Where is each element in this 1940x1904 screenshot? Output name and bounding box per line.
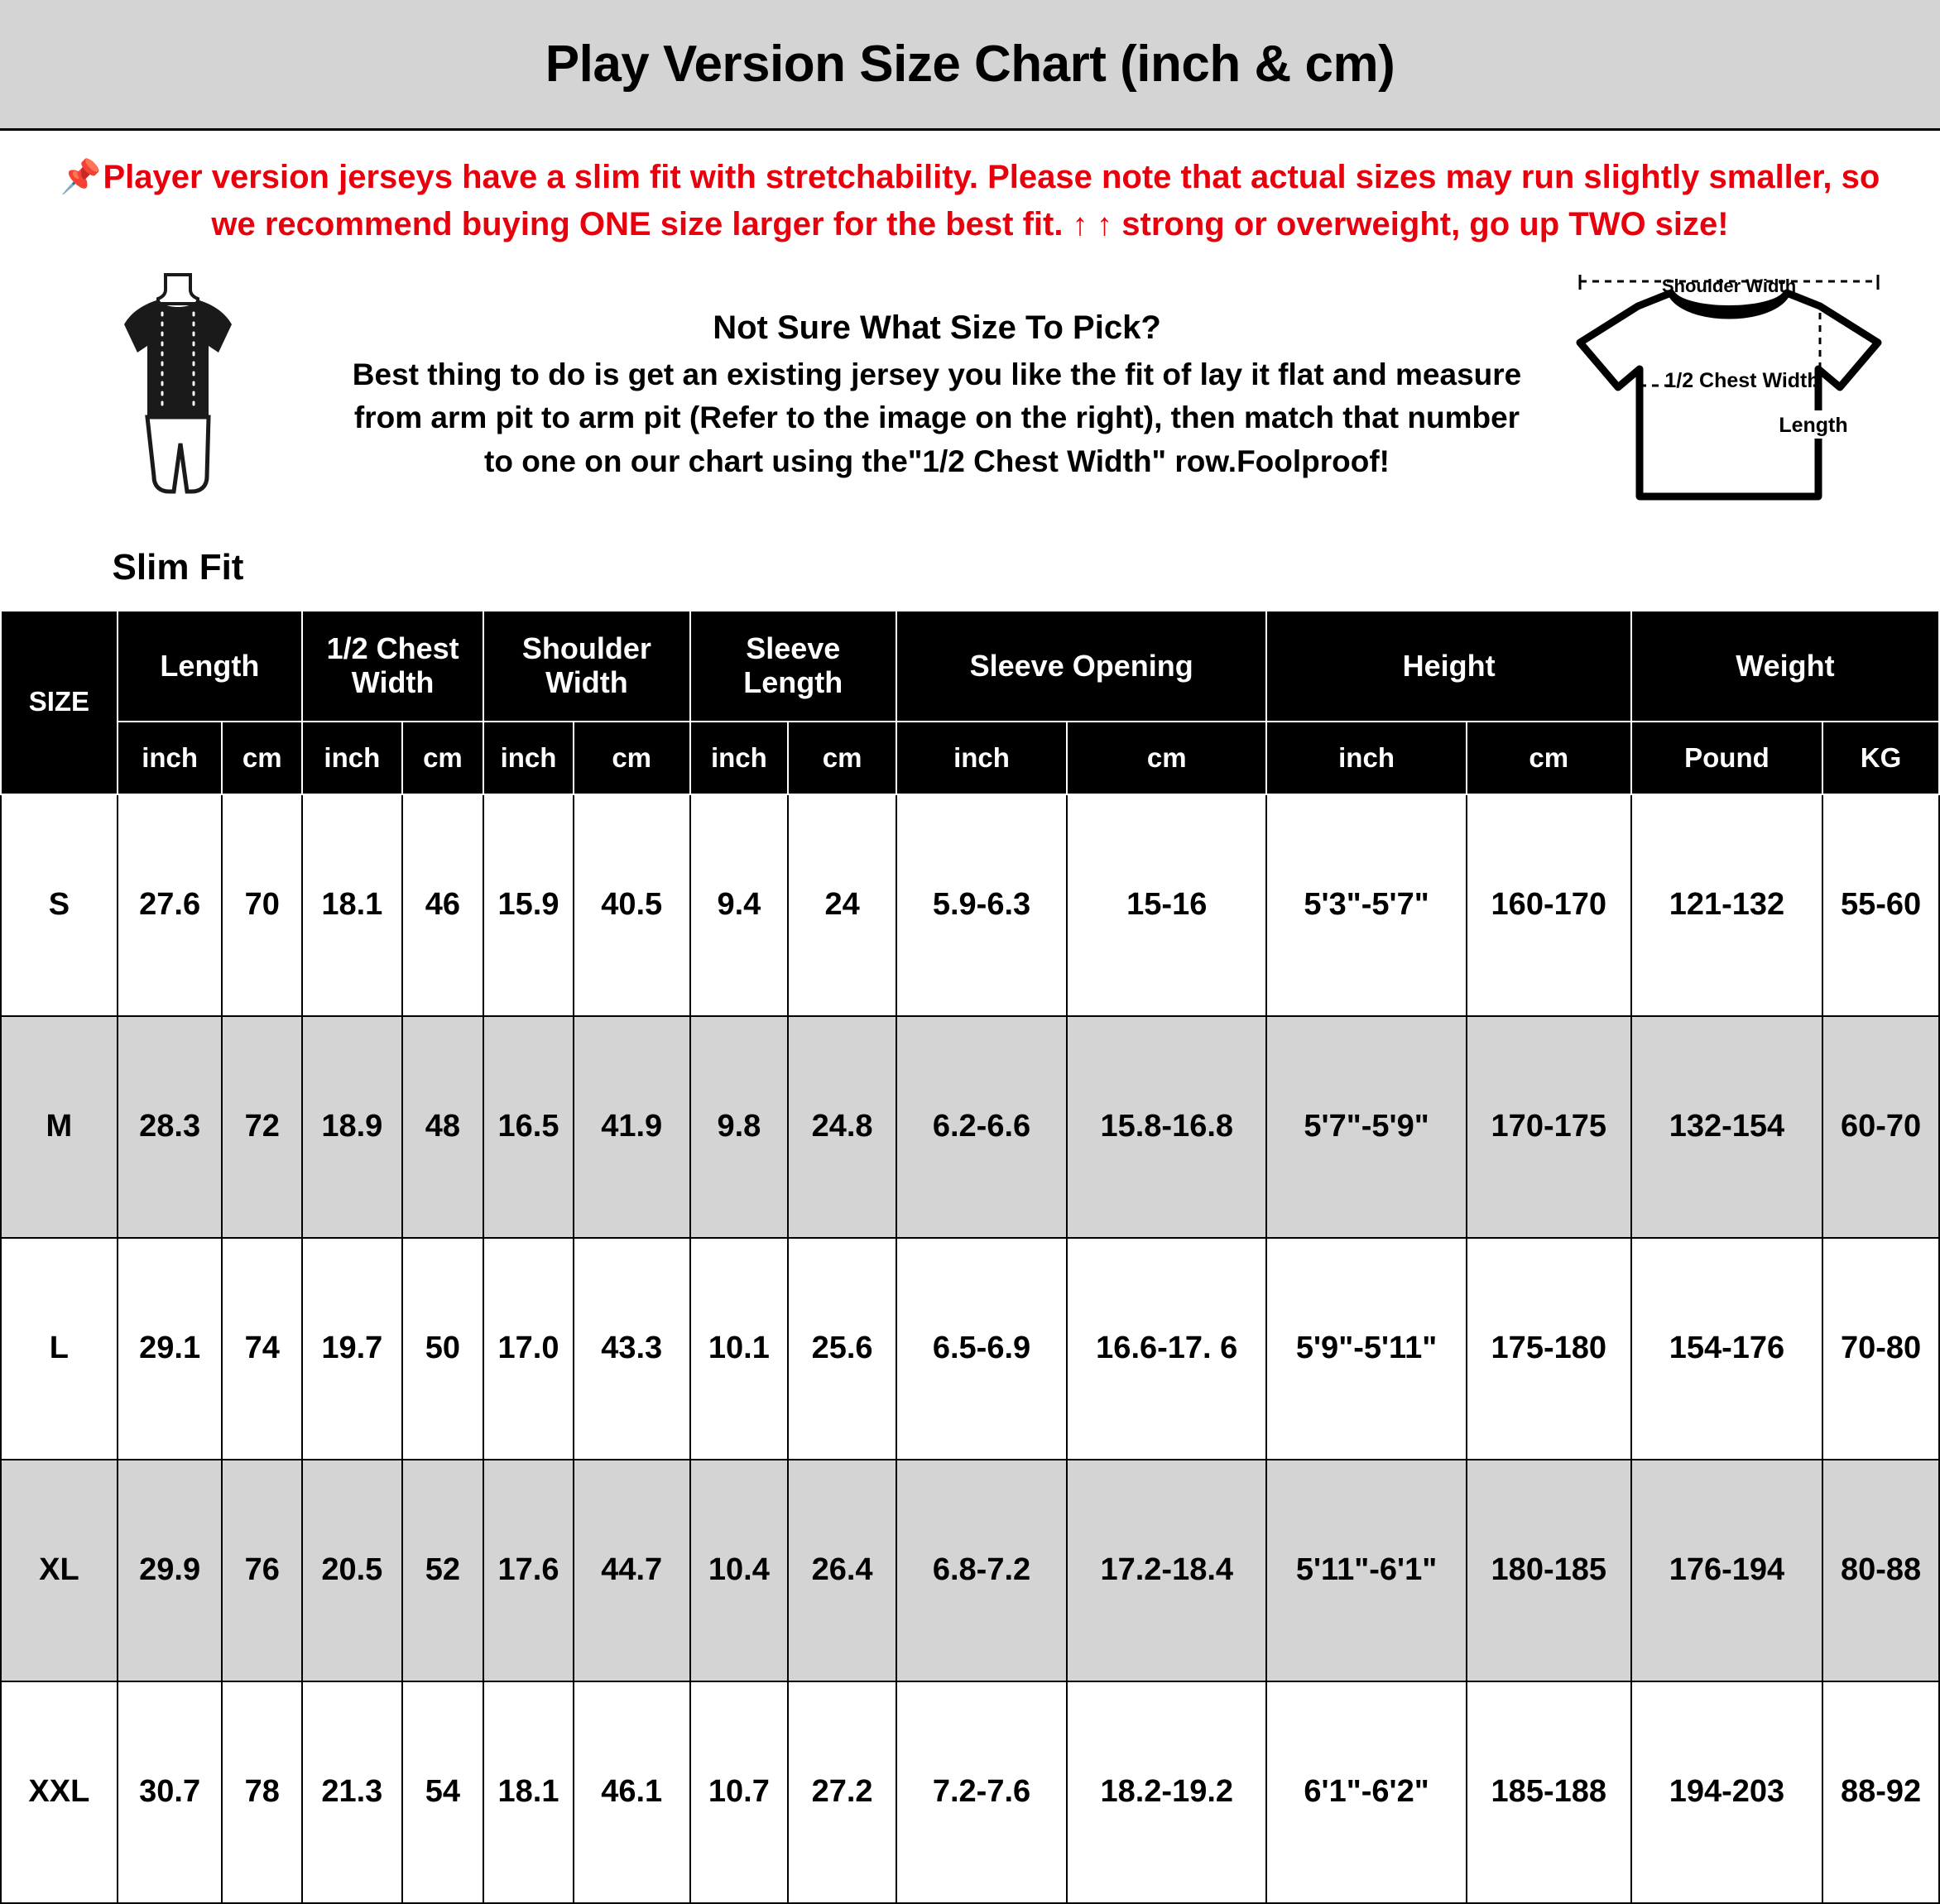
table-row [1, 1681, 1939, 1903]
row-size: L [1, 1238, 118, 1460]
cell: 28.3 [118, 1016, 223, 1238]
cell: 29.9 [118, 1460, 223, 1681]
cell: 5.9-6.3 [896, 794, 1067, 1016]
fit-illustration-block [25, 260, 331, 588]
cell: 27.2 [788, 1681, 896, 1903]
cell: 17.0 [483, 1238, 574, 1460]
pushpin-icon: 📌 [60, 159, 102, 195]
cell: 26.4 [788, 1460, 896, 1681]
cell: 16.6-17. 6 [1067, 1238, 1266, 1460]
unit-sleevelen-cm: cm [788, 722, 896, 794]
guidance-question: Not Sure What Size To Pick? [713, 309, 1161, 346]
cell: 6'1"-6'2" [1266, 1681, 1466, 1903]
cell: 5'7"-5'9" [1266, 1016, 1466, 1238]
cell: 29.1 [118, 1238, 223, 1460]
unit-height-inch: inch [1266, 722, 1466, 794]
unit-shoulder-inch: inch [483, 722, 574, 794]
cell: 25.6 [788, 1238, 896, 1460]
cell: 176-194 [1631, 1460, 1822, 1681]
cell: 30.7 [118, 1681, 223, 1903]
header-sleeve-opening: Sleeve Opening [896, 611, 1266, 722]
shoulder-width-diagram-label: Shoulder Width [1661, 275, 1797, 296]
row-size: XL [1, 1460, 118, 1681]
cell: 121-132 [1631, 794, 1822, 1016]
unit-sleevelen-inch: inch [690, 722, 789, 794]
page-title: Play Version Size Chart (inch & cm) [545, 36, 1395, 93]
cell: 46 [402, 794, 484, 1016]
cell: 160-170 [1467, 794, 1631, 1016]
cell: 74 [222, 1238, 302, 1460]
unit-height-cm: cm [1467, 722, 1631, 794]
cell: 154-176 [1631, 1238, 1822, 1460]
fit-label: Slim Fit [112, 546, 244, 588]
cell: 50 [402, 1238, 484, 1460]
unit-chest-inch: inch [302, 722, 402, 794]
cell: 41.9 [574, 1016, 690, 1238]
unit-chest-cm: cm [402, 722, 484, 794]
cell: 185-188 [1467, 1681, 1631, 1903]
cell: 24.8 [788, 1016, 896, 1238]
cell: 16.5 [483, 1016, 574, 1238]
up-arrows-icon: ↑ ↑ [1072, 207, 1113, 242]
cell: 17.2-18.4 [1067, 1460, 1266, 1681]
svg-text:Length: Length [1779, 413, 1848, 437]
cell: 15-16 [1067, 794, 1266, 1016]
cell: 175-180 [1467, 1238, 1631, 1460]
row-size: XXL [1, 1681, 118, 1903]
cell: 27.6 [118, 794, 223, 1016]
cell: 20.5 [302, 1460, 402, 1681]
table-row [1, 1238, 1939, 1460]
notice-text-part1: Player version jerseys have a slim fit with stretchability. Please note that actual sizes may run slightly smaller, so we recommend buying ONE size larger for the best fit. [103, 159, 1880, 242]
guidance-body: Best thing to do is get an existing jersey you like the fit of lay it flat and measure from arm pit to arm pit (Refer to the image on the right), then match that number to one on our chart using the"1/2 Chest Width" row.Foolproof! [352, 357, 1522, 478]
cell: 15.9 [483, 794, 574, 1016]
cell: 70-80 [1822, 1238, 1939, 1460]
unit-weight-kg: KG [1822, 722, 1939, 794]
tee-diagram-block [1543, 260, 1915, 520]
cell: 15.8-16.8 [1067, 1016, 1266, 1238]
row-size: S [1, 794, 118, 1016]
unit-weight-pound: Pound [1631, 722, 1822, 794]
header-weight: Weight [1631, 611, 1939, 722]
cell: 43.3 [574, 1238, 690, 1460]
cell: 48 [402, 1016, 484, 1238]
cell: 76 [222, 1460, 302, 1681]
guidance-block [331, 260, 1543, 484]
cell: 9.4 [690, 794, 789, 1016]
cell: 7.2-7.6 [896, 1681, 1067, 1903]
cell: 5'9"-5'11" [1266, 1238, 1466, 1460]
cell: 21.3 [302, 1681, 402, 1903]
cell: 18.1 [483, 1681, 574, 1903]
unit-length-cm: cm [222, 722, 302, 794]
cell: 46.1 [574, 1681, 690, 1903]
cell: 9.8 [690, 1016, 789, 1238]
table-row [1, 1460, 1939, 1681]
cell: 18.9 [302, 1016, 402, 1238]
unit-length-inch: inch [118, 722, 223, 794]
table-row [1, 1016, 1939, 1238]
slim-fit-body-icon [83, 270, 273, 539]
cell: 10.1 [690, 1238, 789, 1460]
cell: 24 [788, 794, 896, 1016]
cell: 132-154 [1631, 1016, 1822, 1238]
table-header-groups [1, 611, 1939, 722]
cell: 5'3"-5'7" [1266, 794, 1466, 1016]
cell: 18.1 [302, 794, 402, 1016]
notice-text-part2: strong or overweight, go up TWO size! [1112, 205, 1729, 242]
cell: 5'11"-6'1" [1266, 1460, 1466, 1681]
unit-sleeveopen-inch: inch [896, 722, 1067, 794]
cell: 40.5 [574, 794, 690, 1016]
header-height: Height [1266, 611, 1630, 722]
unit-sleeveopen-cm: cm [1067, 722, 1266, 794]
cell: 54 [402, 1681, 484, 1903]
row-size: M [1, 1016, 118, 1238]
size-chart-table [0, 610, 1940, 1904]
cell: 19.7 [302, 1238, 402, 1460]
cell: 18.2-19.2 [1067, 1681, 1266, 1903]
cell: 17.6 [483, 1460, 574, 1681]
unit-shoulder-cm: cm [574, 722, 690, 794]
cell: 10.4 [690, 1460, 789, 1681]
cell: 10.7 [690, 1681, 789, 1903]
info-row [0, 257, 1940, 610]
header-size: SIZE [1, 611, 118, 794]
cell: 6.8-7.2 [896, 1460, 1067, 1681]
cell: 70 [222, 794, 302, 1016]
cell: 44.7 [574, 1460, 690, 1681]
cell: 180-185 [1467, 1460, 1631, 1681]
cell: 6.2-6.6 [896, 1016, 1067, 1238]
cell: 55-60 [1822, 794, 1939, 1016]
title-bar [0, 0, 1940, 131]
cell: 60-70 [1822, 1016, 1939, 1238]
header-half-chest-width: 1/2 Chest Width [302, 611, 483, 722]
cell: 88-92 [1822, 1681, 1939, 1903]
header-length: Length [118, 611, 302, 722]
cell: 194-203 [1631, 1681, 1822, 1903]
t-shirt-measurement-icon [1547, 263, 1911, 524]
size-notice [0, 131, 1940, 257]
svg-text:1/2 Chest Width: 1/2 Chest Width [1664, 368, 1820, 392]
table-row [1, 794, 1939, 1016]
cell: 72 [222, 1016, 302, 1238]
header-sleeve-length: Sleeve Length [690, 611, 896, 722]
cell: 80-88 [1822, 1460, 1939, 1681]
cell: 78 [222, 1681, 302, 1903]
header-shoulder-width: Shoulder Width [483, 611, 689, 722]
cell: 6.5-6.9 [896, 1238, 1067, 1460]
table-header-units [1, 722, 1939, 794]
cell: 52 [402, 1460, 484, 1681]
cell: 170-175 [1467, 1016, 1631, 1238]
